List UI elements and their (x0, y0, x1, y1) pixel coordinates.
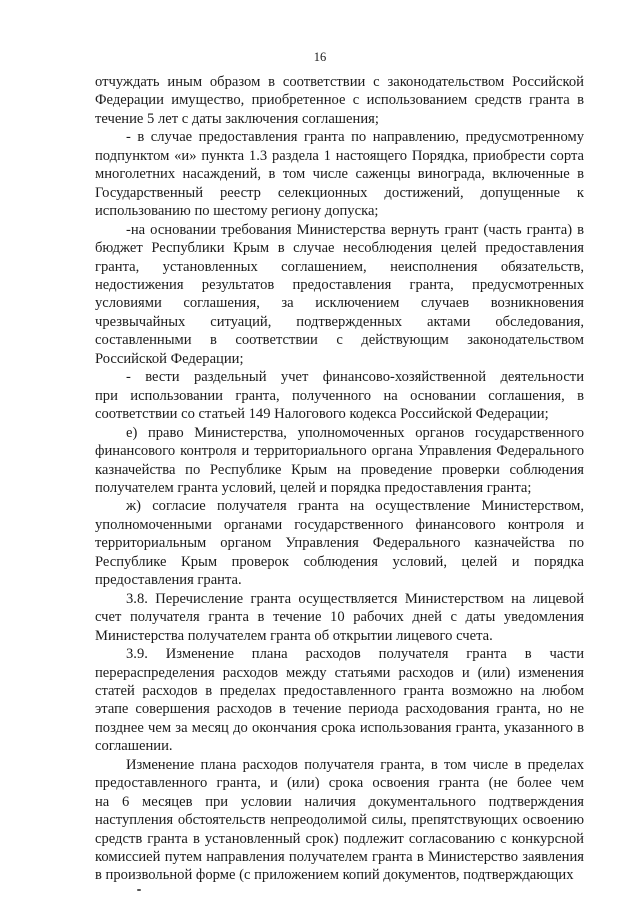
paragraph (95, 645, 584, 756)
text-line: перераспределения расходов между статьями расходов и (или) изменения (95, 664, 584, 681)
text-line: предоставленного гранта, и (или) срока освоения гранта (не более чем (95, 775, 584, 792)
text-line: Российской Федерации; (95, 350, 244, 367)
text-line: 3.8. Перечисление гранта осуществляется Министерством на лицевой (126, 590, 584, 607)
text-line: Федерации имущество, приобретенное с использованием средств гранта в (95, 92, 584, 109)
text-line: при использовании гранта, полученного на основании соглашения, в (95, 387, 584, 404)
text-line: финансового контроля и территориального органа Управления Федерального (95, 443, 584, 460)
text-line: комиссией путем направления получателем гранта в Министерство заявления (95, 849, 584, 866)
text-line: позднее чем за месяц до окончания срока использования гранта, указанного в (95, 719, 584, 736)
text-line: наступления обстоятельств непреодолимой силы, препятствующих освоению (95, 812, 584, 829)
text-line: Министерства получателем гранта об открытии лицевого счета. (95, 627, 493, 644)
text-line: недостижения результатов предоставления гранта, предусмотренных (95, 276, 584, 293)
text-line: Государственный реестр селекционных достижений, допущенные к (95, 184, 584, 201)
text-line: казначейства по Республике Крым на проведение проверки соблюдения (95, 461, 584, 478)
text-line: средств гранта в установленный срок) подлежит согласованию с конкурсной (95, 830, 584, 847)
text-line: Изменение плана расходов получателя гранта, в том числе в пределах (126, 756, 584, 773)
text-line: Республике Крым проверок соблюдения условий, целей и порядка (95, 553, 584, 570)
text-line: бюджет Республики Крым в случае несоблюдения целей предоставления (95, 240, 584, 257)
text-line: - в случае предоставления гранта по направлению, предусмотренному (126, 129, 584, 146)
text-line: получателем гранта условий, целей и порядка предоставления гранта; (95, 479, 532, 496)
paragraph (95, 424, 584, 498)
paragraph (95, 73, 584, 128)
text-line: счет получателя гранта в течение 10 рабочих дней с даты уведомления (95, 609, 584, 626)
paragraph (95, 497, 584, 589)
text-line: е) право Министерства, уполномоченных органов государственного (126, 424, 584, 441)
text-line: использованию по шестому региону допуска; (95, 203, 379, 220)
scan-artifact (137, 889, 141, 891)
text-line: соглашении. (95, 738, 173, 755)
text-line: течение 5 лет с даты заключения соглашения; (95, 110, 379, 127)
text-line: -на основании требования Министерства вернуть грант (часть гранта) в (126, 221, 584, 238)
text-line: территориальным органом Управления Федерального казначейства по (95, 535, 584, 552)
text-line: отчуждать иным образом в соответствии с законодательством Российской (95, 74, 584, 90)
text-line: статей расходов в пределах предоставленного гранта возможно на любом (95, 682, 584, 699)
text-line: подпунктом «и» пункта 1.3 раздела 1 настоящего Порядка, приобрести сорта (95, 147, 584, 164)
text-line: в произвольной форме (с приложением копий документов, подтверждающих (95, 867, 574, 884)
paragraph (95, 221, 584, 369)
paragraph (95, 590, 584, 645)
text-line: этапе совершения расходов в течение периода расходования гранта, но не (95, 701, 584, 718)
text-line: - вести раздельный учет финансово-хозяйственной деятельности (126, 369, 584, 386)
text-line: многолетних насаждений, в том числе саженцы винограда, включенные в (95, 166, 584, 183)
text-line: соответствии со статьей 149 Налогового кодекса Российской Федерации; (95, 406, 549, 423)
text-line: условиями соглашения, за исключением случаев возникновения (95, 295, 584, 312)
text-line: уполномоченными органами государственного финансового контроля и (95, 516, 584, 533)
page-number: 16 (313, 50, 327, 64)
document-body (95, 73, 584, 885)
paragraph (95, 756, 584, 885)
text-line: ж) согласие получателя гранта на осуществление Министерством, (126, 498, 584, 515)
paragraph (95, 128, 584, 220)
text-line: предоставления гранта. (95, 572, 242, 589)
text-line: гранта, установленных соглашением, неисполнения обязательств, (95, 258, 584, 275)
paragraph (95, 368, 584, 423)
text-line: чрезвычайных ситуаций, подтвержденных актами обследования, (95, 313, 584, 330)
text-line: на 6 месяцев при условии наличия документального подтверждения (95, 793, 584, 810)
text-line: 3.9. Изменение плана расходов получателя гранта в части (126, 646, 584, 663)
text-line: составленными в соответствии с действующим законодательством (95, 332, 584, 349)
